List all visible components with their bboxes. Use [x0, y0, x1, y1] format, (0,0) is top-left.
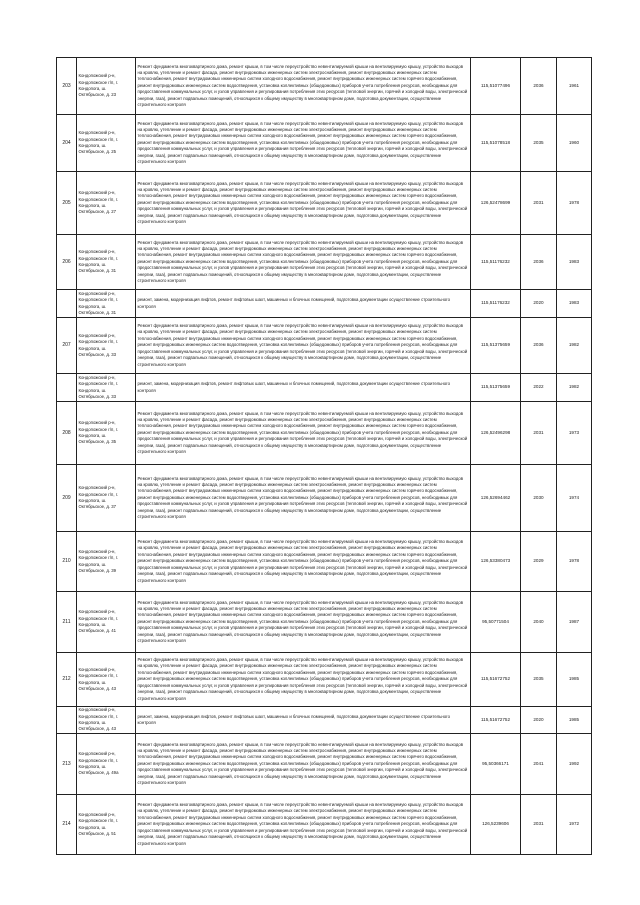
work-description-cell: Ремонт фундамента многоквартирного дома, ремонт крыши, в том числе переустройство невентилируемой крыши на вентилируемую крышу, устройство выходов на кровлю, утепление и ремонт фасада, ремонт внутридомовых инженерных систем электроснабжения, ремонт внутридомовых инженерных систем теплоснабжения, ремонт внутридомовых инженерных систем холодного водоснабжения, ремонт внутридомовых инженерных систем горячего водоснабжения, ремонт внутридомовых инженерных систем водоотведения, установка коллективных (общедомовых) приборов учета потребления ресурсов, необходимых для предоставления коммунальных услуг, и узлов управления и регулирования потребления этих ресурсов (тепловой энергии, горячей и холодной воды, электрической энергии, газа), ремонт подвальных помещений, относящихся к общему имуществу в многоквартирном доме, подготовка документации, осуществление строительного контроля	[136, 58, 471, 115]
area-cell: 95,50366171	[471, 734, 521, 795]
build-year-cell: 1992	[557, 734, 592, 795]
table-row	[57, 465, 592, 532]
area-cell: 126,52694462	[471, 465, 521, 532]
work-description-cell: ремонт, замена, модернизация лифтов, ремонт лифтовых шахт, машинных и блочных помещений, подготовка документации осуществление строительного контроля	[136, 707, 471, 734]
repair-year-cell: 2031	[521, 795, 557, 855]
address-cell: Кондопожский р-н, Кондопожское г/п, г. Кондопога, ш. Октябрьское, д. 43	[77, 707, 136, 734]
work-description-cell: Ремонт фундамента многоквартирного дома, ремонт крыши, в том числе переустройство невентилируемой крыши на вентилируемую крышу, устройство выходов на кровлю, утепление и ремонт фасада, ремонт внутридомовых инженерных систем электроснабжения, ремонт внутридомовых инженерных систем теплоснабжения, ремонт внутридомовых инженерных систем холодного водоснабжения, ремонт внутридомовых инженерных систем горячего водоснабжения, ремонт внутридомовых инженерных систем водоотведения, установка коллективных (общедомовых) приборов учета потребления ресурсов, необходимых для предоставления коммунальных услуг, и узлов управления и регулирования потребления этих ресурсов (тепловой энергии, горячей и холодной воды, электрической энергии, газа), ремонт подвальных помещений, относящихся к общему имуществу в многоквартирном доме, подготовка документации, осуществление строительного контроля	[136, 235, 471, 290]
repair-year-cell: 2036	[521, 58, 557, 115]
repair-year-cell: 2035	[521, 653, 557, 707]
area-cell: 126,52478699	[471, 172, 521, 235]
table-row	[57, 402, 592, 465]
row-number: 206	[57, 235, 77, 290]
address-cell: Кондопожский р-н, Кондопожское г/п, г. Кондопога, ш. Октябрьское, д. 39	[77, 532, 136, 592]
build-year-cell: 1987	[557, 592, 592, 653]
address-cell: Кондопожский р-н, Кондопожское г/п, г. Кондопога, ш. Октябрьское, д. 31	[77, 290, 136, 318]
area-cell: 95,50771504	[471, 592, 521, 653]
address-cell: Кондопожский р-н, Кондопожское г/п, г. Кондопога, ш. Октябрьское, д. 49а	[77, 734, 136, 795]
row-number: 211	[57, 592, 77, 653]
row-number: 213	[57, 734, 77, 795]
repair-year-cell: 2031	[521, 172, 557, 235]
work-description-cell: Ремонт фундамента многоквартирного дома, ремонт крыши, в том числе переустройство невентилируемой крыши на вентилируемую крышу, устройство выходов на кровлю, утепление и ремонт фасада, ремонт внутридомовых инженерных систем электроснабжения, ремонт внутридомовых инженерных систем теплоснабжения, ремонт внутридомовых инженерных систем холодного водоснабжения, ремонт внутридомовых инженерных систем горячего водоснабжения, ремонт внутридомовых инженерных систем водоотведения, установка коллективных (общедомовых) приборов учета потребления ресурсов, необходимых для предоставления коммунальных услуг, и узлов управления и регулирования потребления этих ресурсов (тепловой энергии, горячей и холодной воды, электрической энергии, газа), ремонт подвальных помещений, относящихся к общему имуществу в многоквартирном доме, подготовка документации, осуществление строительного контроля	[136, 592, 471, 653]
row-number: 204	[57, 115, 77, 172]
table-body	[57, 58, 592, 855]
repair-year-cell: 2040	[521, 592, 557, 653]
row-number	[57, 707, 77, 734]
area-cell: 115,51078518	[471, 115, 521, 172]
area-cell: 115,51176232	[471, 235, 521, 290]
row-number: 205	[57, 172, 77, 235]
repair-year-cell: 2020	[521, 290, 557, 318]
area-cell: 126,52496298	[471, 402, 521, 465]
row-number: 207	[57, 318, 77, 374]
address-cell: Кондопожский р-н, Кондопожское г/п, г. Кондопога, ш. Октябрьское, д. 33	[77, 318, 136, 374]
build-year-cell: 1983	[557, 290, 592, 318]
table-row	[57, 235, 592, 290]
repair-year-cell: 2022	[521, 374, 557, 402]
table-row	[57, 115, 592, 172]
build-year-cell: 1978	[557, 532, 592, 592]
build-year-cell: 1961	[557, 58, 592, 115]
area-cell: 115,51375659	[471, 374, 521, 402]
table-row	[57, 592, 592, 653]
build-year-cell: 1978	[557, 172, 592, 235]
work-description-cell: Ремонт фундамента многоквартирного дома, ремонт крыши, в том числе переустройство невентилируемой крыши на вентилируемую крышу, устройство выходов на кровлю, утепление и ремонт фасада, ремонт внутридомовых инженерных систем электроснабжения, ремонт внутридомовых инженерных систем теплоснабжения, ремонт внутридомовых инженерных систем холодного водоснабжения, ремонт внутридомовых инженерных систем горячего водоснабжения, ремонт внутридомовых инженерных систем водоотведения, установка коллективных (общедомовых) приборов учета потребления ресурсов, необходимых для предоставления коммунальных услуг, и узлов управления и регулирования потребления этих ресурсов (тепловой энергии, горячей и холодной воды, электрической энергии, газа), ремонт подвальных помещений, относящихся к общему имуществу в многоквартирном доме, подготовка документации, осуществление строительного контроля	[136, 795, 471, 855]
table-row	[57, 532, 592, 592]
row-number: 203	[57, 58, 77, 115]
work-description-cell: Ремонт фундамента многоквартирного дома, ремонт крыши, в том числе переустройство невентилируемой крыши на вентилируемую крышу, устройство выходов на кровлю, утепление и ремонт фасада, ремонт внутридомовых инженерных систем электроснабжения, ремонт внутридомовых инженерных систем теплоснабжения, ремонт внутридомовых инженерных систем холодного водоснабжения, ремонт внутридомовых инженерных систем горячего водоснабжения, ремонт внутридомовых инженерных систем водоотведения, установка коллективных (общедомовых) приборов учета потребления ресурсов, необходимых для предоставления коммунальных услуг, и узлов управления и регулирования потребления этих ресурсов (тепловой энергии, горячей и холодной воды, электрической энергии, газа), ремонт подвальных помещений, относящихся к общему имуществу в многоквартирном доме, подготовка документации, осуществление строительного контроля	[136, 532, 471, 592]
table-row	[57, 707, 592, 734]
repair-year-cell: 2031	[521, 402, 557, 465]
address-cell: Кондопожский р-н, Кондопожское г/п, г. Кондопога, ш. Октябрьское, д. 31	[77, 235, 136, 290]
table-row	[57, 172, 592, 235]
repair-year-cell: 2041	[521, 734, 557, 795]
repair-year-cell: 2030	[521, 465, 557, 532]
area-cell: 126,53380473	[471, 532, 521, 592]
build-year-cell: 1982	[557, 318, 592, 374]
table-row	[57, 58, 592, 115]
address-cell: Кондопожский р-н, Кондопожское г/п, г. Кондопога, ш. Октябрьское, д. 33	[77, 374, 136, 402]
repair-year-cell: 2036	[521, 318, 557, 374]
address-cell: Кондопожский р-н, Кондопожское г/п, г. Кондопога, ш. Октябрьское, д. 35	[77, 402, 136, 465]
work-description-cell: Ремонт фундамента многоквартирного дома, ремонт крыши, в том числе переустройство невентилируемой крыши на вентилируемую крышу, устройство выходов на кровлю, утепление и ремонт фасада, ремонт внутридомовых инженерных систем электроснабжения, ремонт внутридомовых инженерных систем теплоснабжения, ремонт внутридомовых инженерных систем холодного водоснабжения, ремонт внутридомовых инженерных систем горячего водоснабжения, ремонт внутридомовых инженерных систем водоотведения, установка коллективных (общедомовых) приборов учета потребления ресурсов, необходимых для предоставления коммунальных услуг, и узлов управления и регулирования потребления этих ресурсов (тепловой энергии, горячей и холодной воды, электрической энергии, газа), ремонт подвальных помещений, относящихся к общему имуществу в многоквартирном доме, подготовка документации, осуществление строительного контроля	[136, 172, 471, 235]
area-cell: 115,51176232	[471, 290, 521, 318]
address-cell: Кондопожский р-н, Кондопожское г/п, г. Кондопога, ш. Октябрьское, д. 43	[77, 653, 136, 707]
work-description-cell: Ремонт фундамента многоквартирного дома, ремонт крыши, в том числе переустройство невентилируемой крыши на вентилируемую крышу, устройство выходов на кровлю, утепление и ремонт фасада, ремонт внутридомовых инженерных систем электроснабжения, ремонт внутридомовых инженерных систем теплоснабжения, ремонт внутридомовых инженерных систем холодного водоснабжения, ремонт внутридомовых инженерных систем горячего водоснабжения, ремонт внутридомовых инженерных систем водоотведения, установка коллективных (общедомовых) приборов учета потребления ресурсов, необходимых для предоставления коммунальных услуг, и узлов управления и регулирования потребления этих ресурсов (тепловой энергии, горячей и холодной воды, электрической энергии, газа), ремонт подвальных помещений, относящихся к общему имуществу в многоквартирном доме, подготовка документации, осуществление строительного контроля	[136, 318, 471, 374]
area-cell: 126,5239606	[471, 795, 521, 855]
table-row	[57, 374, 592, 402]
work-description-cell: Ремонт фундамента многоквартирного дома, ремонт крыши, в том числе переустройство невентилируемой крыши на вентилируемую крышу, устройство выходов на кровлю, утепление и ремонт фасада, ремонт внутридомовых инженерных систем электроснабжения, ремонт внутридомовых инженерных систем теплоснабжения, ремонт внутридомовых инженерных систем холодного водоснабжения, ремонт внутридомовых инженерных систем горячего водоснабжения, ремонт внутридомовых инженерных систем водоотведения, установка коллективных (общедомовых) приборов учета потребления ресурсов, необходимых для предоставления коммунальных услуг, и узлов управления и регулирования потребления этих ресурсов (тепловой энергии, горячей и холодной воды, электрической энергии, газа), ремонт подвальных помещений, относящихся к общему имуществу в многоквартирном доме, подготовка документации, осуществление строительного контроля	[136, 653, 471, 707]
row-number: 210	[57, 532, 77, 592]
capital-repair-table	[56, 57, 592, 855]
work-description-cell: Ремонт фундамента многоквартирного дома, ремонт крыши, в том числе переустройство невентилируемой крыши на вентилируемую крышу, устройство выходов на кровлю, утепление и ремонт фасада, ремонт внутридомовых инженерных систем электроснабжения, ремонт внутридомовых инженерных систем теплоснабжения, ремонт внутридомовых инженерных систем холодного водоснабжения, ремонт внутридомовых инженерных систем горячего водоснабжения, ремонт внутридомовых инженерных систем водоотведения, установка коллективных (общедомовых) приборов учета потребления ресурсов, необходимых для предоставления коммунальных услуг, и узлов управления и регулирования потребления этих ресурсов (тепловой энергии, горячей и холодной воды, электрической энергии, газа), ремонт подвальных помещений, относящихся к общему имуществу в многоквартирном доме, подготовка документации, осуществление строительного контроля	[136, 115, 471, 172]
work-description-cell: Ремонт фундамента многоквартирного дома, ремонт крыши, в том числе переустройство невентилируемой крыши на вентилируемую крышу, устройство выходов на кровлю, утепление и ремонт фасада, ремонт внутридомовых инженерных систем электроснабжения, ремонт внутридомовых инженерных систем теплоснабжения, ремонт внутридомовых инженерных систем холодного водоснабжения, ремонт внутридомовых инженерных систем горячего водоснабжения, ремонт внутридомовых инженерных систем водоотведения, установка коллективных (общедомовых) приборов учета потребления ресурсов, необходимых для предоставления коммунальных услуг, и узлов управления и регулирования потребления этих ресурсов (тепловой энергии, горячей и холодной воды, электрической энергии, газа), ремонт подвальных помещений, относящихся к общему имуществу в многоквартирном доме, подготовка документации, осуществление строительного контроля	[136, 734, 471, 795]
row-number: 209	[57, 465, 77, 532]
table-row	[57, 795, 592, 855]
address-cell: Кондопожский р-н, Кондопожское г/п, г. Кондопога, ш. Октябрьское, д. 41	[77, 592, 136, 653]
repair-year-cell: 2020	[521, 707, 557, 734]
repair-year-cell: 2036	[521, 235, 557, 290]
address-cell: Кондопожский р-н, Кондопожское г/п, г. Кондопога, ш. Октябрьское, д. 37	[77, 465, 136, 532]
repair-year-cell: 2035	[521, 115, 557, 172]
row-number: 214	[57, 795, 77, 855]
registry-table-page	[56, 57, 591, 855]
row-number: 208	[57, 402, 77, 465]
repair-year-cell: 2029	[521, 532, 557, 592]
row-number: 212	[57, 653, 77, 707]
table-row	[57, 734, 592, 795]
build-year-cell: 1983	[557, 235, 592, 290]
address-cell: Кондопожский р-н, Кондопожское г/п, г. Кондопога, ш. Октябрьское, д. 23	[77, 58, 136, 115]
build-year-cell: 1974	[557, 465, 592, 532]
build-year-cell: 1982	[557, 374, 592, 402]
area-cell: 115,51077496	[471, 58, 521, 115]
row-number	[57, 374, 77, 402]
work-description-cell: ремонт, замена, модернизация лифтов, ремонт лифтовых шахт, машинных и блочных помещений, подготовка документации осуществление строительного контроля	[136, 290, 471, 318]
work-description-cell: Ремонт фундамента многоквартирного дома, ремонт крыши, в том числе переустройство невентилируемой крыши на вентилируемую крышу, устройство выходов на кровлю, утепление и ремонт фасада, ремонт внутридомовых инженерных систем электроснабжения, ремонт внутридомовых инженерных систем теплоснабжения, ремонт внутридомовых инженерных систем холодного водоснабжения, ремонт внутридомовых инженерных систем горячего водоснабжения, ремонт внутридомовых инженерных систем водоотведения, установка коллективных (общедомовых) приборов учета потребления ресурсов, необходимых для предоставления коммунальных услуг, и узлов управления и регулирования потребления этих ресурсов (тепловой энергии, горячей и холодной воды, электрической энергии, газа), ремонт подвальных помещений, относящихся к общему имуществу в многоквартирном доме, подготовка документации, осуществление строительного контроля	[136, 465, 471, 532]
area-cell: 115,51672752	[471, 653, 521, 707]
build-year-cell: 1972	[557, 795, 592, 855]
area-cell: 115,51375659	[471, 318, 521, 374]
address-cell: Кондопожский р-н, Кондопожское г/п, г. Кондопога, ш. Октябрьское, д. 27	[77, 172, 136, 235]
address-cell: Кондопожский р-н, Кондопожское г/п, г. Кондопога, ш. Октябрьское, д. 25	[77, 115, 136, 172]
address-cell: Кондопожский р-н, Кондопожское г/п, г. Кондопога, ш. Октябрьское, д. 51	[77, 795, 136, 855]
table-row	[57, 653, 592, 707]
row-number	[57, 290, 77, 318]
build-year-cell: 1985	[557, 707, 592, 734]
build-year-cell: 1960	[557, 115, 592, 172]
table-row	[57, 318, 592, 374]
table-row	[57, 290, 592, 318]
work-description-cell: ремонт, замена, модернизация лифтов, ремонт лифтовых шахт, машинных и блочных помещений, подготовка документации осуществление строительного контроля	[136, 374, 471, 402]
area-cell: 115,51672752	[471, 707, 521, 734]
build-year-cell: 1973	[557, 402, 592, 465]
build-year-cell: 1985	[557, 653, 592, 707]
work-description-cell: Ремонт фундамента многоквартирного дома, ремонт крыши, в том числе переустройство невентилируемой крыши на вентилируемую крышу, устройство выходов на кровлю, утепление и ремонт фасада, ремонт внутридомовых инженерных систем электроснабжения, ремонт внутридомовых инженерных систем теплоснабжения, ремонт внутридомовых инженерных систем холодного водоснабжения, ремонт внутридомовых инженерных систем горячего водоснабжения, ремонт внутридомовых инженерных систем водоотведения, установка коллективных (общедомовых) приборов учета потребления ресурсов, необходимых для предоставления коммунальных услуг, и узлов управления и регулирования потребления этих ресурсов (тепловой энергии, горячей и холодной воды, электрической энергии, газа), ремонт подвальных помещений, относящихся к общему имуществу в многоквартирном доме, подготовка документации, осуществление строительного контроля	[136, 402, 471, 465]
